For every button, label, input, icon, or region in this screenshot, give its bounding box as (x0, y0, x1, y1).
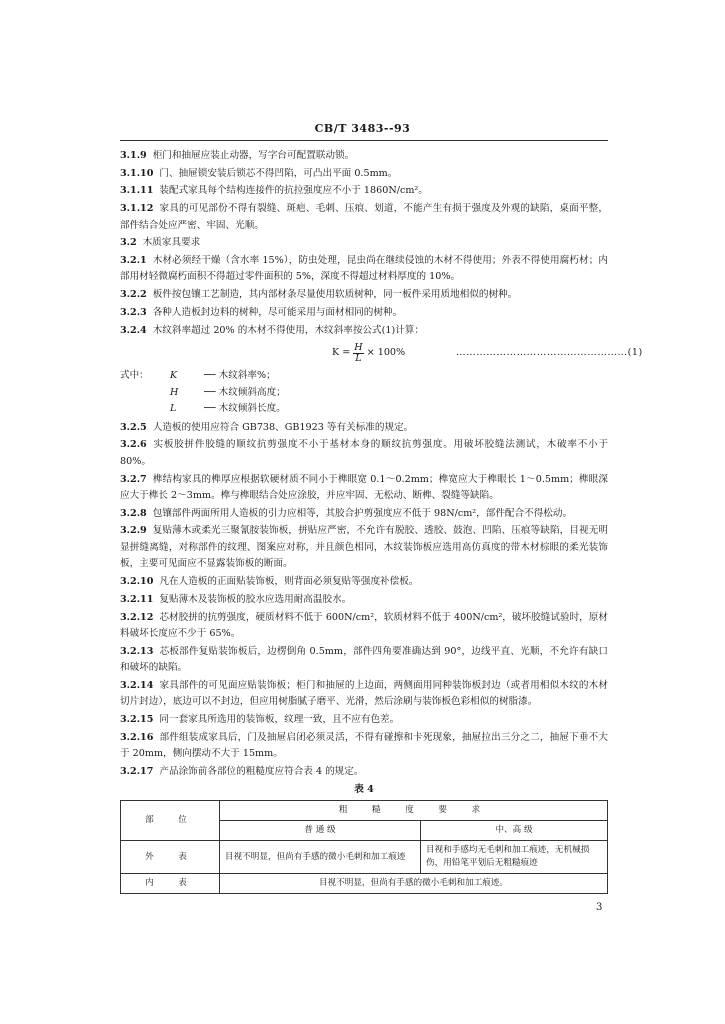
clause-number: 3.2.14 (120, 679, 154, 691)
clause (120, 678, 608, 711)
symbol-lead: 式中： (120, 370, 149, 382)
clause-number: 3.2.2 (120, 289, 147, 301)
table-title: 表 4 (354, 783, 374, 795)
clause-text: 木质家具要求 (142, 237, 201, 249)
table-header-row (121, 801, 608, 821)
clause-number: 3.2 (120, 237, 137, 249)
clause-number: 3.2.9 (120, 525, 147, 537)
clause-number: 3.2.6 (120, 439, 147, 451)
formula-denominator: L (355, 352, 362, 364)
formula-fraction (353, 343, 363, 364)
table-row (121, 841, 608, 874)
clause-text: 芯材胶拼的抗剪强度，硬质材料不低于 600N/cm²，软质材料不低于 400N/cm²，破坏胶缝试验时，原材料破坏长度应不少于 65%。 (120, 611, 608, 639)
table-header-normal: 普 通 级 (220, 821, 421, 841)
table-row (121, 874, 608, 894)
clause-text: 家具部件的可见面应贴装饰板；柜门和抽屉的上边面，两侧面用同种装饰板封边（或者用相似木纹的木材切片封边），底边可以不封边，但应用树脂腻子磨平、光滑，然后涂刷与装饰板色彩相似的树脂漆。 (120, 679, 608, 708)
clause (120, 148, 608, 165)
clause-text: 装配式家具每个结构连接件的抗拉强度应不小于 1860N/cm²。 (159, 185, 428, 197)
clause (120, 235, 608, 252)
clause-text: 部件组装成家具后，门及抽屉启闭必须灵活，不得有碰擦和卡死现象，抽屉拉出三分之二，抽屉下垂不大于 20mm，侧向摆动不大于 15mm。 (120, 731, 608, 760)
clause-text: 复贴薄木或柔光三聚氰胺装饰板，拼贴应严密，不允许有脱胶、透胶、鼓泡、凹陷、压痕等缺陷，目视无明显拼缝离缝，对称部件的纹理、图案应对称，并且颜色相同，木纹装饰板应选用高仿真度的带木材棕眼的柔光装饰板，主要可见面应不显露装饰板的断面。 (120, 525, 608, 570)
table-header-high: 中、高 级 (421, 821, 608, 841)
formula-number: ……………………………………………(1) (456, 346, 643, 358)
clause-text: 芯板部件复贴装饰板后，边楞倒角 0.5mm，部件四角要准确达到 90°，边线平直、光顺，不允许有缺口和破坏的缺陷。 (120, 645, 608, 674)
clause (120, 253, 608, 286)
clause-number: 3.2.16 (120, 731, 154, 743)
document-body (120, 148, 643, 894)
clause-number: 3.1.12 (120, 203, 154, 215)
clause (120, 305, 608, 322)
table-header-requirement: 粗 糙 度 要 求 (220, 801, 608, 821)
symbol-row (120, 385, 608, 402)
clause (120, 592, 608, 609)
table-cell-part: 内 表 (121, 874, 220, 894)
page-header: CB/T 3483--93 (314, 122, 411, 135)
clause (120, 730, 608, 763)
clause-text: 木纹斜率超过 20% 的木材不得使用，木纹斜率按公式(1)计算： (152, 324, 424, 336)
table-cell-merged: 目视不明显，但尚有手感的微小毛刺和加工痕迹。 (220, 874, 608, 894)
clause (120, 437, 608, 470)
clause-text: 产品涂饰前各部位的粗糙度应符合表 4 的规定。 (159, 765, 364, 777)
symbol: L (170, 403, 177, 415)
clause (120, 506, 608, 523)
clause (120, 201, 608, 234)
clause-number: 3.1.10 (120, 167, 154, 179)
clause-text: 复贴薄木及装饰板的胶水应选用耐高温胶水。 (159, 593, 352, 605)
clause (120, 523, 608, 573)
clause (120, 644, 608, 677)
symbol-desc: ── 木纹倾斜长度。 (204, 403, 286, 415)
formula-numerator: H (354, 341, 363, 353)
clause-text: 柜门和抽屉应装止动器，写字台可配置联动锁。 (152, 150, 355, 161)
clause-number: 3.2.12 (120, 611, 154, 623)
clause-text: 门、抽屉锁安装后锁芯不得凹陷，可凸出平面 0.5mm。 (159, 167, 398, 179)
clause (120, 610, 608, 643)
header-rule (120, 140, 608, 141)
clause-text: 凡在人造板的正面贴装饰板，则背面必须复贴等强度补偿板。 (159, 576, 419, 588)
symbol: K (170, 370, 178, 382)
clause-number: 3.2.17 (120, 765, 154, 777)
clause-list-2 (120, 420, 608, 781)
clause-number: 3.2.3 (120, 306, 147, 318)
symbol-desc: ── 木纹倾斜高度； (204, 386, 286, 398)
clause-text: 同一套家具所选用的装饰板，纹理一致，且不应有色差。 (159, 714, 400, 726)
clause-number: 3.2.5 (120, 421, 147, 433)
clause-text: 榫结构家具的榫厚应根据软硬材质不同小于榫眼宽 0.1～0.2mm；榫宽应大于榫眼长 1～0.5mm；榫眼深应大于榫长 2～3mm。榫与榫眼结合处应涂胶，并应牢固、无松动、断榫、裂缝等缺陷。 (120, 473, 608, 502)
clause-text: 人造板的使用应符合 GB738、GB1923 等有关标准的规定。 (152, 421, 414, 433)
clause-number: 3.2.8 (120, 507, 147, 519)
clause (120, 166, 608, 183)
clause (120, 712, 608, 729)
symbol-definitions (120, 368, 608, 418)
clause-number: 3.2.11 (120, 593, 154, 605)
symbol-row (120, 368, 608, 385)
clause (120, 287, 608, 304)
table-cell-high: 目视和手感均无毛刺和加工痕迹，无机械损伤，用铅笔平划后无粗糙痕迹 (421, 841, 608, 874)
clause (120, 764, 608, 781)
clause-number: 3.1.9 (120, 150, 147, 161)
clause-list-1 (120, 148, 608, 339)
table-cell-normal: 目视不明显，但尚有手感的微小毛刺和加工痕迹 (220, 841, 421, 874)
symbol: H (170, 386, 179, 398)
symbol-desc: ── 木纹斜率%； (204, 370, 276, 382)
clause-text: 木材必须经干燥（含水率 15%），防虫处理，昆虫尚在继续侵蚀的木材不得使用；外表不得使用腐朽材；内部用材轻微腐朽面积不得超过零件面积的 5%，深度不得超过材料厚度的 10%。 (120, 254, 608, 283)
clause (120, 323, 608, 340)
clause-number: 3.2.1 (120, 254, 147, 266)
clause-text: 包镶部件两面所用人造板的引力应相等，其胶合护剪强度应不低于 98N/cm²，部件配合不得松动。 (152, 507, 573, 519)
clause-number: 3.1.11 (120, 185, 154, 197)
formula-rhs: × 100% (366, 346, 406, 358)
symbol-row (120, 401, 608, 418)
formula-lhs: K = (332, 346, 351, 358)
clause (120, 420, 608, 437)
clause-number: 3.2.13 (120, 645, 154, 657)
clause (120, 183, 608, 200)
roughness-table (120, 800, 608, 894)
clause (120, 472, 608, 505)
clause-text: 板件按包镶工艺制造，其内部材条尽量使用软质树种，同一板件采用质地相似的树种。 (152, 289, 518, 301)
table-cell-part: 外 表 (121, 841, 220, 874)
clause-number: 3.2.10 (120, 576, 154, 588)
clause-text: 家具的可见部份不得有裂缝、斑疤、毛刺、压痕、划道，不能产生有损于强度及外观的缺陷，桌面平整，部件结合处应严密、牢固、光顺。 (120, 203, 608, 231)
formula-1 (120, 340, 643, 366)
clause (120, 574, 608, 591)
table-header-part: 部 位 (121, 801, 220, 841)
clause-text: 实板胶拼件胶缝的顺纹抗剪强度不小于基材本身的顺纹抗剪强度。用破坏胶缝法测试，木破率不小于 80%。 (120, 439, 608, 467)
clause-number: 3.2.15 (120, 714, 154, 726)
clause-number: 3.2.7 (120, 473, 147, 485)
clause-number: 3.2.4 (120, 324, 147, 336)
clause-text: 各种人造板封边料的树种，尽可能采用与面材相同的树种。 (152, 306, 403, 318)
page-number: 3 (596, 902, 603, 913)
